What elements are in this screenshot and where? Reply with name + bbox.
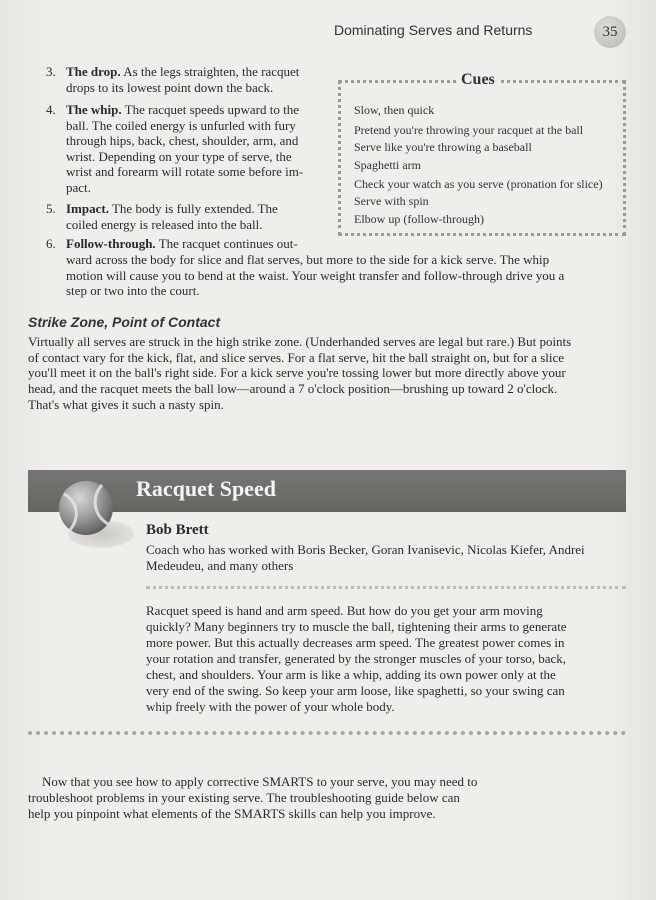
text-line: very end of the swing. So keep your arm loose, like spaghetti, so your swing can (146, 683, 565, 698)
text-line: motion will cause you to bend at the waist. Your weight transfer and follow-through drive you a (66, 267, 565, 283)
step-line: pact. (66, 179, 91, 195)
banner-title: Racquet Speed (136, 476, 276, 501)
text-line: quickly? Many beginners try to muscle the ball, tightening their arms to generate (146, 619, 567, 634)
text-line: Racquet speed is hand and arm speed. But how do you get your arm moving (146, 603, 543, 618)
cues-box (338, 71, 626, 236)
cue-item: Pretend you're throwing your racquet at the ball (354, 123, 584, 137)
text-line: your rotation and transfer, generated by the stronger muscles of your torso, back, (146, 651, 567, 666)
cue-item: Serve like you're throwing a baseball (354, 140, 532, 154)
text-line: troubleshoot problems in your existing serve. The troubleshooting guide below can (28, 790, 460, 805)
text-line: you'll meet it on the ball's right side. For a kick serve you're tossing lower but more directly above your (28, 365, 566, 381)
step-number: 4. (46, 102, 56, 117)
expert-name: Bob Brett (146, 522, 209, 538)
text-line: That's what gives it such a nasty spin. (28, 396, 224, 412)
dotted-divider (146, 586, 626, 589)
cue-item: Check your watch as you serve (pronation for slice) (354, 177, 603, 191)
text-line: chest, and shoulders. Your arm is like a whip, adding its own power only at the (146, 667, 556, 682)
cue-item: Serve with spin (354, 194, 429, 208)
step-line: wrist and forearm will rotate some before im- (66, 164, 304, 180)
step-line: The racquet continues out- (158, 236, 298, 251)
text-line: step or two into the court. (66, 283, 200, 299)
text-line: Medeudeu, and many others (146, 557, 294, 573)
page-number-badge: 35 (594, 16, 626, 48)
text-line: of contact vary for the kick, flat, and slice serves. For a flat serve, hit the ball straight on, but for a slice (28, 349, 565, 365)
text-line: ward across the body for slice and flat serves, but more to the side for a kick serve. The whip (66, 252, 550, 267)
step-number: 3. (46, 64, 56, 79)
text-line: more power. But this actually decreases arm speed. The greatest power comes in (146, 635, 565, 650)
step-number: 6. (46, 236, 56, 251)
expert-role (146, 542, 626, 573)
step-line: drops to its lowest point down the back. (66, 79, 274, 95)
cue-item: Spaghetti arm (354, 158, 421, 172)
expert-tip-banner (28, 470, 626, 512)
text-line: head, and the racquet meets the ball low—around a 7 o'clock position—brushing up toward 2 o'clock. (28, 381, 558, 397)
step-line: through hips, back, chest, shoulder, arm, and (66, 133, 299, 149)
closing-paragraph (28, 774, 528, 822)
step-term: Follow-through. (66, 236, 156, 251)
step-term: Impact. (66, 201, 109, 216)
step-number: 5. (46, 201, 56, 216)
text-line: Virtually all serves are struck in the high strike zone. (Underhanded serves are legal but rare.) But points (28, 334, 572, 349)
step-term: The drop. (66, 64, 121, 79)
text-line: Now that you see how to apply corrective SMARTS to your serve, you may need to (42, 774, 478, 789)
follow-through-continued (66, 252, 626, 299)
running-head: Dominating Serves and Returns (334, 22, 533, 38)
text-line: help you pinpoint what elements of the SMARTS skills can help you improve. (28, 806, 436, 821)
cues-title: Cues (457, 71, 499, 89)
step-line: ball. The coiled energy is unfurled with fury (66, 117, 296, 133)
step-line: The body is fully extended. The (111, 201, 278, 216)
dotted-divider (28, 731, 626, 735)
tennis-ball-icon (58, 480, 114, 536)
step-term: The whip. (66, 102, 122, 117)
step-line: wrist. Depending on your type of serve, the (66, 148, 292, 164)
expert-quote (146, 603, 612, 715)
step-line: As the legs straighten, the racquet (123, 64, 300, 79)
text-line: whip freely with the power of your whole body. (146, 699, 395, 714)
section-heading: Strike Zone, Point of Contact (28, 314, 221, 330)
text-line: Coach who has worked with Boris Becker, Goran Ivanisevic, Nicolas Kiefer, Andrei (146, 542, 585, 557)
cue-item: Elbow up (follow-through) (354, 212, 484, 226)
step-line: The racquet speeds upward to the (124, 102, 300, 117)
cue-item: Slow, then quick (354, 103, 435, 117)
step-line: coiled energy is released into the ball. (66, 216, 263, 232)
strike-zone-paragraph (28, 334, 626, 413)
